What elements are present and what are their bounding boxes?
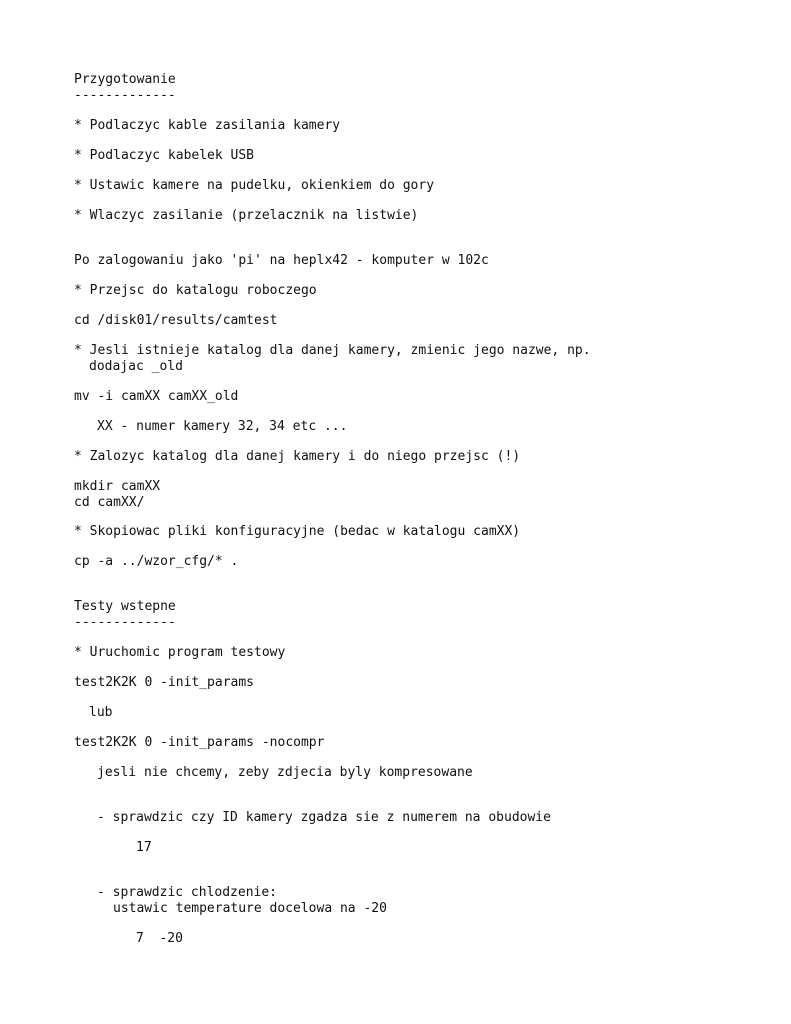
note-no-compression: jesli nie chcemy, zeby zdjecia byly kompresowane (97, 765, 473, 780)
step-position-camera: * Ustawic kamere na pudelku, okienkiem do gory (74, 178, 435, 193)
step-connect-power-cables: * Podlaczyc kable zasilania kamery (74, 118, 341, 133)
check-cooling: - sprawdzic chlodzenie: (97, 885, 278, 900)
command-mv: mv -i camXX camXX_old (74, 389, 239, 404)
section-title-underline: ------------- (74, 88, 176, 103)
login-intro: Po zalogowaniu jako 'pi' na heplx42 - komputer w 102c (74, 253, 489, 268)
command-test: test2K2K 0 -init_params (74, 675, 255, 690)
step-power-on: * Wlaczyc zasilanie (przelacznik na listwie) (74, 208, 419, 223)
command-cp: cp -a ../wzor_cfg/* . (74, 554, 239, 569)
note-camera-number: XX - numer kamery 32, 34 etc ... (97, 419, 348, 434)
command-cd-camera-dir: cd camXX/ (74, 495, 145, 510)
step-go-to-workdir: * Przejsc do katalogu roboczego (74, 283, 317, 298)
check-camera-id: - sprawdzic czy ID kamery zgadza sie z numerem na obudowie (97, 810, 551, 825)
step-rename-existing-continued: dodajac _old (89, 359, 183, 374)
command-mkdir: mkdir camXX (74, 479, 161, 494)
step-create-directory: * Zalozyc katalog dla danej kamery i do niego przejsc (!) (74, 449, 521, 464)
step-copy-config: * Skopiowac pliki konfiguracyjne (bedac w katalogu camXX) (74, 524, 521, 539)
section-title-initial-tests: Testy wstepne (74, 599, 176, 614)
step-connect-usb: * Podlaczyc kabelek USB (74, 148, 255, 163)
step-rename-existing: * Jesli istnieje katalog dla danej kamery, zmienic jego nazwe, np. (74, 343, 591, 358)
section-title-preparation: Przygotowanie (74, 72, 176, 87)
or-word: lub (89, 705, 113, 720)
section-title-underline-tests: ------------- (74, 615, 176, 630)
command-test-nocompr: test2K2K 0 -init_params -nocompr (74, 735, 325, 750)
check-cooling-continued: ustawic temperature docelowa na -20 (113, 901, 387, 916)
step-run-test-program: * Uruchomic program testowy (74, 645, 286, 660)
cooling-values: 7 -20 (136, 931, 183, 946)
camera-id-value: 17 (136, 840, 152, 855)
command-cd-workdir: cd /disk01/results/camtest (74, 313, 278, 328)
